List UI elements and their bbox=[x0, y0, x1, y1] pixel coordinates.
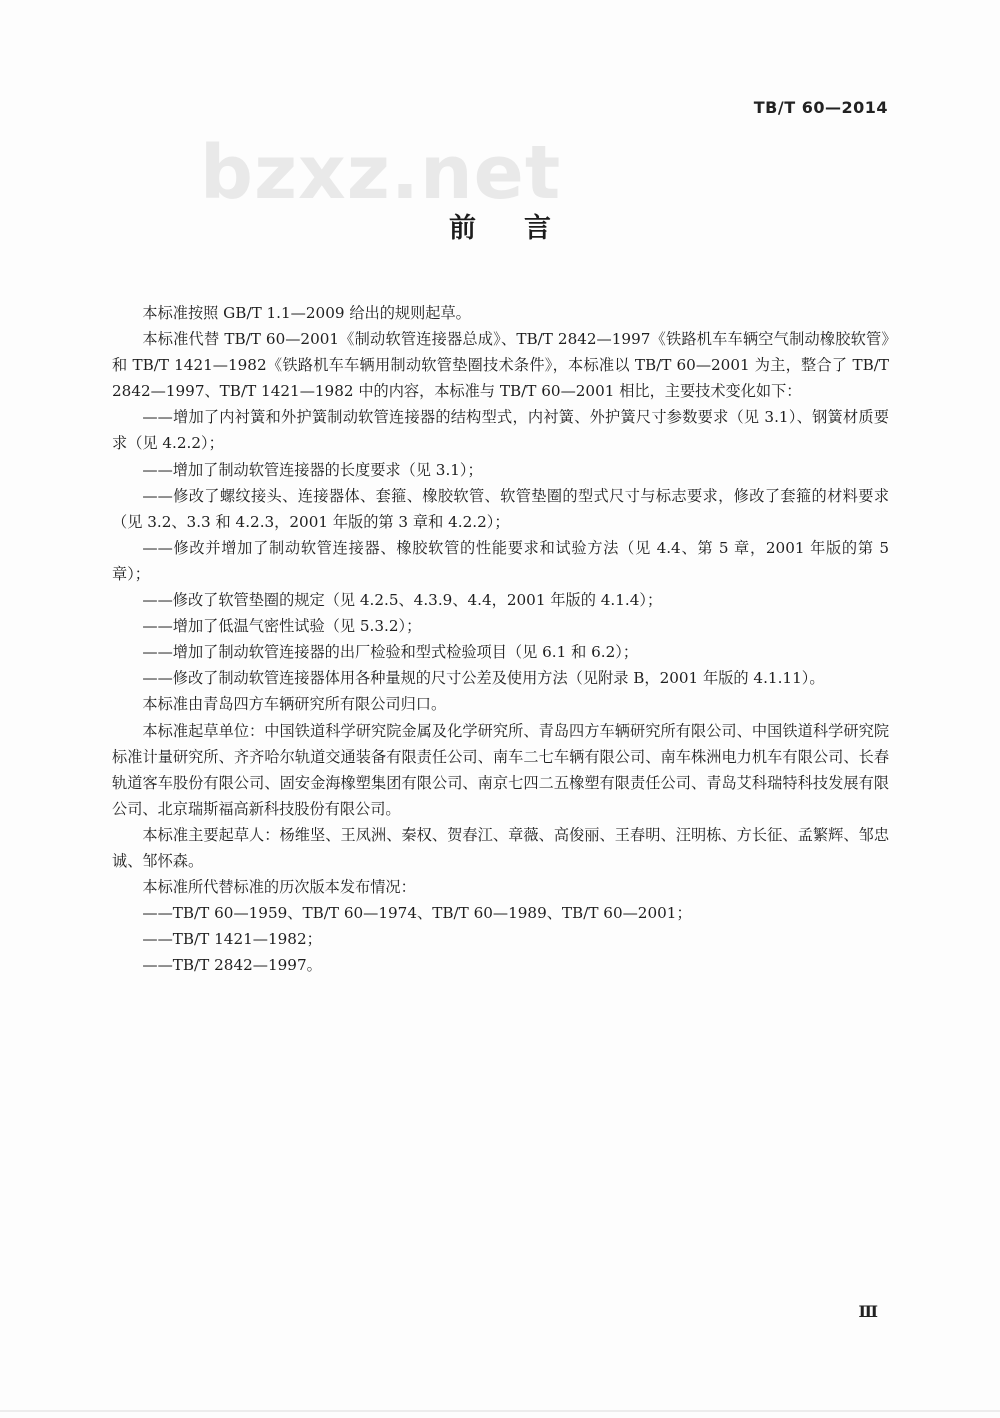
change-item: ——修改了软管垫圈的规定（见 4.2.5、4.3.9、4.4，2001 年版的 4.1.4）； bbox=[142, 591, 663, 610]
history-item: ——TB/T 2842—1997。 bbox=[142, 956, 322, 975]
page-edge-divider bbox=[0, 1410, 1000, 1412]
change-item: ——修改并增加了制动软管连接器、橡胶软管的性能要求和试验方法（见 4.4、第 5 章，2001 年版的第 5 章）； bbox=[112, 538, 889, 583]
paragraph: 本标准按照 GB/T 1.1—2009 给出的规则起草。 bbox=[142, 304, 471, 322]
paragraph: 本标准主要起草人：杨维坚、王凤洲、秦权、贺春江、章薇、高俊丽、王春明、汪明栋、方长征、孟繁辉、邹忠诚、邹怀森。 bbox=[112, 825, 889, 870]
change-item: ——增加了制动软管连接器的长度要求（见 3.1）； bbox=[142, 460, 483, 479]
paragraph: 本标准起草单位：中国铁道科学研究院金属及化学研究所、青岛四方车辆研究所有限公司、中国铁道科学研究院标准计量研究所、齐齐哈尔轨道交通装备有限责任公司、南车二七车辆有限公司、南车株洲电力机车有限公司、长春轨道客车股份有限公司、固安金海橡塑集团有限公司、南京七四二五橡塑有限责任公司、青岛艾科瑞特科技发展有限公司、北京瑞斯福高新科技股份有限公司。 bbox=[112, 721, 889, 818]
standard-number: TB/T 60—2014 bbox=[753, 98, 888, 117]
watermark: bzxz.net bbox=[200, 130, 562, 216]
page-number: Ⅲ bbox=[858, 1302, 878, 1321]
change-item: ——增加了低温气密性试验（见 5.3.2）； bbox=[142, 617, 422, 636]
document-body bbox=[112, 300, 889, 978]
change-item: ——增加了内衬簧和外护簧制动软管连接器的结构型式，内衬簧、外护簧尺寸参数要求（见 3.1）、钢簧材质要求（见 4.2.2）； bbox=[112, 408, 889, 453]
change-item: ——修改了制动软管连接器体用各种量规的尺寸公差及使用方法（见附录 B，2001 年版的 4.1.11）。 bbox=[142, 669, 825, 688]
paragraph: 本标准代替 TB/T 60—2001《制动软管连接器总成》、TB/T 2842—1997《铁路机车车辆空气制动橡胶软管》和 TB/T 1421—1982《铁路机车车辆用制动软管垫圈技术条件》，本标准以 TB/T 60—2001 为主，整合了 TB/T 2842—1997、TB/T 1421—1982 中的内容，本标准与 TB/T 60—2001 相比，主要技术变化如下： bbox=[112, 330, 889, 401]
page-title: 前言 bbox=[449, 213, 599, 244]
history-item: ——TB/T 1421—1982； bbox=[142, 930, 322, 949]
paragraph: 本标准所代替标准的历次版本发布情况： bbox=[142, 878, 416, 897]
change-item: ——增加了制动软管连接器的出厂检验和型式检验项目（见 6.1 和 6.2）； bbox=[142, 643, 639, 662]
paragraph: 本标准由青岛四方车辆研究所有限公司归口。 bbox=[142, 695, 447, 714]
change-item: ——修改了螺纹接头、连接器体、套箍、橡胶软管、软管垫圈的型式尺寸与标志要求，修改了套箍的材料要求（见 3.2、3.3 和 4.2.3，2001 年版的第 3 章和 4.2.2）； bbox=[112, 486, 889, 531]
history-item: ——TB/T 60—1959、TB/T 60—1974、TB/T 60—1989、TB/T 60—2001； bbox=[142, 904, 692, 923]
